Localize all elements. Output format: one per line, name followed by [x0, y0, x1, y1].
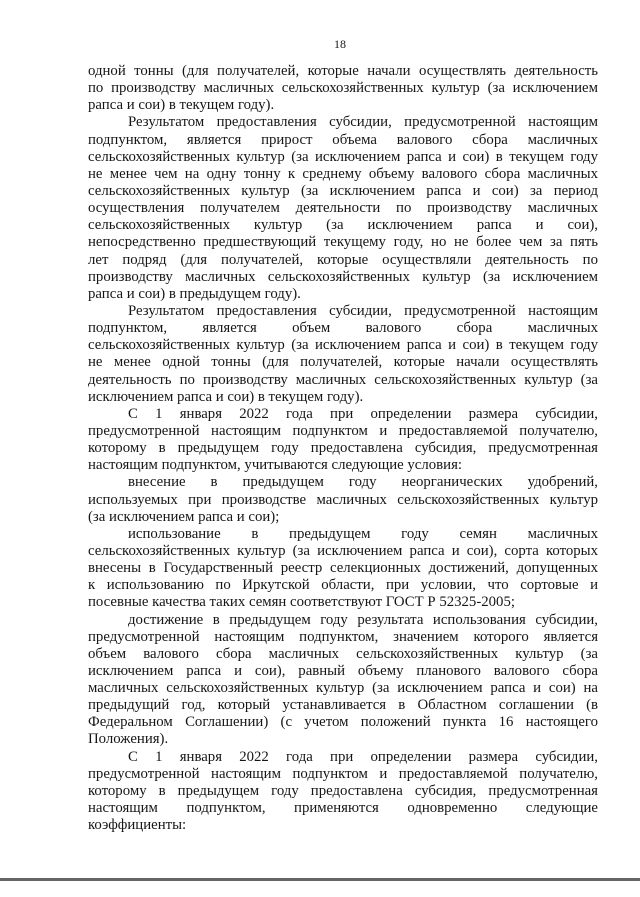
text-line: непосредственно предшествующий текущему году, но не более чем за пять [88, 234, 598, 251]
text-line: использование в предыдущем году семян масличных [128, 525, 598, 542]
text-line: сельскохозяйственных культур (за исключением рапса и сои), сорта которых [88, 542, 598, 559]
paragraph [88, 63, 598, 114]
document-body [88, 63, 598, 834]
page-number: 18 [334, 37, 346, 51]
text-line: настоящим подпунктом, учитываются следующие условия: [88, 457, 462, 474]
text-line: которому в предыдущем году предоставлена субсидия, предусмотренная [88, 440, 598, 457]
text-line: сельскохозяйственных культур (за исключением рапса и сои) в текущем году [88, 337, 598, 354]
text-line: рапса и сои) в текущем году). [88, 97, 275, 114]
text-line: С 1 января 2022 года при определении размера субсидии, [128, 405, 598, 422]
text-line: не менее одной тонны (для получателей, которые начали осуществлять [88, 354, 598, 371]
text-line: коэффициенты: [88, 817, 187, 834]
scan-edge-line [0, 878, 640, 881]
text-line: масличных сельскохозяйственных культур (за исключением рапса и сои) на [88, 680, 598, 697]
text-line: объем валового сбора масличных сельскохозяйственных культур (за [88, 645, 598, 662]
text-line: деятельность по производству масличных сельскохозяйственных культур (за [88, 371, 598, 388]
text-line: осуществления получателем деятельности по производству масличных [88, 200, 598, 217]
text-line: производству масличных сельскохозяйственных культур (за исключением [88, 268, 598, 285]
text-line: внесены в Государственный реестр селекционных достижений, допущенных [88, 560, 598, 577]
text-line: не менее чем на одну тонну к среднему объему валового сбора масличных [88, 165, 598, 182]
text-line: к использованию по Иркутской области, при условии, что сортовые и [88, 577, 598, 594]
paragraph [88, 474, 598, 525]
text-line: одной тонны (для получателей, которые начали осуществлять деятельность [88, 63, 598, 79]
text-line: исключением рапса и сои) в текущем году). [88, 388, 364, 405]
paragraph [88, 749, 598, 835]
text-line: С 1 января 2022 года при определении размера субсидии, [128, 748, 598, 765]
text-line: подпунктом, является прирост объема валового сбора масличных [88, 131, 598, 148]
text-line: сельскохозяйственных культур (за исключением рапса и сои), [88, 217, 598, 234]
text-line: достижение в предыдущем году результата использования субсидии, [128, 611, 598, 628]
paragraph [88, 114, 598, 303]
text-line: предусмотренной настоящим подпунктом и предоставляемой получателю, [88, 765, 598, 782]
text-line: Результатом предоставления субсидии, предусмотренной настоящим [128, 114, 598, 131]
text-line: исключением рапса и сои), равный объему планового валового сбора [88, 662, 598, 679]
text-line: предусмотренной настоящим подпунктом и предоставляемой получателю, [88, 422, 598, 439]
text-line: посевные качества таких семян соответствуют ГОСТ Р 52325-2005; [88, 594, 515, 611]
text-line: которому в предыдущем году предоставлена субсидия, предусмотренная [88, 782, 598, 799]
paragraph [88, 303, 598, 406]
text-line: подпунктом, является объем валового сбора масличных [88, 320, 598, 337]
paragraph [88, 406, 598, 475]
text-line: сельскохозяйственных культур (за исключением рапса и сои) за период [88, 182, 598, 199]
text-line: по производству масличных сельскохозяйственных культур (за исключением [88, 80, 598, 97]
text-line: Положения). [88, 731, 169, 748]
text-line: предусмотренной настоящим подпунктом, значением которого является [88, 628, 598, 645]
text-line: рапса и сои) в предыдущем году). [88, 285, 301, 302]
text-line: (за исключением рапса и сои); [88, 508, 280, 525]
text-line: лет подряд (для получателей, которые осуществляли деятельность по [88, 251, 598, 268]
paragraph [88, 526, 598, 612]
text-line: Результатом предоставления субсидии, предусмотренной настоящим [128, 302, 598, 319]
paragraph [88, 612, 598, 749]
text-line: Федеральном Соглашении) (с учетом положений пункта 16 настоящего [88, 714, 598, 731]
text-line: сельскохозяйственных культур (за исключением рапса и сои) в текущем году [88, 148, 598, 165]
text-line: используемых при производстве масличных сельскохозяйственных культур [88, 491, 598, 508]
text-line: предыдущий год, который устанавливается в Областном соглашении (в [88, 697, 598, 714]
text-line: внесение в предыдущем году неорганических удобрений, [128, 474, 598, 491]
text-line: настоящим подпунктом, применяются одновременно следующие [88, 800, 598, 817]
